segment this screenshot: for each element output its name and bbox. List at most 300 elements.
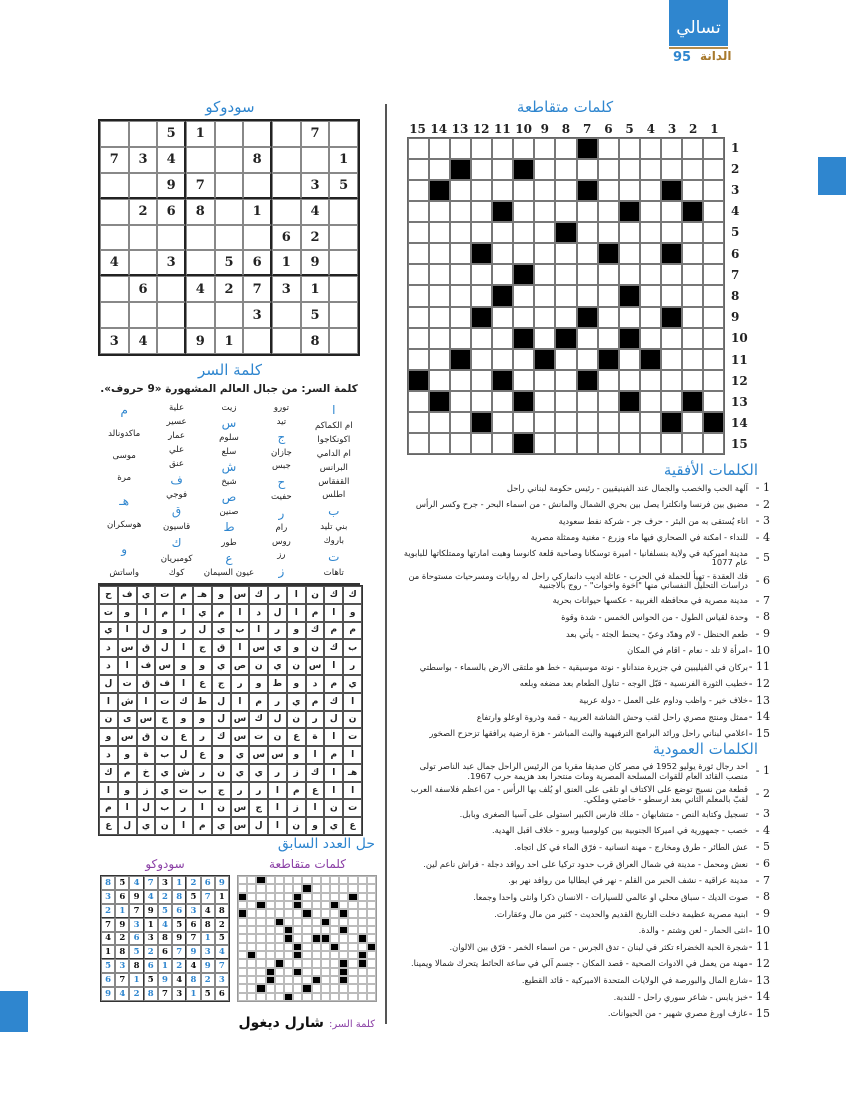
- crossword-cell[interactable]: [450, 328, 471, 349]
- crossword-cell[interactable]: [619, 180, 640, 201]
- crossword-cell[interactable]: [555, 180, 576, 201]
- word-search-cell[interactable]: ق: [137, 728, 156, 746]
- crossword-cell[interactable]: [492, 328, 513, 349]
- crossword-cell[interactable]: [408, 285, 429, 306]
- word-search-cell[interactable]: ي: [155, 764, 174, 782]
- word-search-cell[interactable]: ش: [118, 693, 137, 711]
- word-search-cell[interactable]: ر: [343, 657, 362, 675]
- crossword-cell[interactable]: [429, 138, 450, 159]
- crossword-cell[interactable]: [703, 264, 724, 285]
- word-search-cell[interactable]: د: [99, 657, 118, 675]
- word-search-cell[interactable]: ر: [174, 622, 193, 640]
- crossword-cell[interactable]: [534, 391, 555, 412]
- word-search-cell[interactable]: ل: [137, 799, 156, 817]
- sudoku-cell[interactable]: [157, 328, 186, 354]
- sudoku-cell[interactable]: [215, 147, 244, 173]
- word-search-cell[interactable]: ت: [249, 728, 268, 746]
- word-search-cell[interactable]: ن: [249, 657, 268, 675]
- word-search-cell[interactable]: ت: [343, 799, 362, 817]
- crossword-cell[interactable]: [534, 243, 555, 264]
- word-search-cell[interactable]: هـ: [343, 764, 362, 782]
- crossword-cell[interactable]: [703, 391, 724, 412]
- word-search-cell[interactable]: ق: [212, 639, 231, 657]
- word-search-cell[interactable]: ب: [155, 799, 174, 817]
- crossword-cell[interactable]: [408, 138, 429, 159]
- crossword-cell[interactable]: [429, 349, 450, 370]
- crossword-cell[interactable]: [429, 412, 450, 433]
- crossword-cell[interactable]: [619, 433, 640, 454]
- word-search-cell[interactable]: س: [137, 711, 156, 729]
- word-search-cell[interactable]: ة: [137, 746, 156, 764]
- crossword-cell[interactable]: [513, 180, 534, 201]
- word-search-cell[interactable]: ك: [343, 586, 362, 604]
- word-search-cell[interactable]: س: [306, 657, 325, 675]
- word-search-cell[interactable]: ل: [193, 622, 212, 640]
- word-search-cell[interactable]: ج: [212, 782, 231, 800]
- crossword-cell[interactable]: [534, 180, 555, 201]
- crossword-cell[interactable]: [492, 138, 513, 159]
- crossword-cell[interactable]: [598, 285, 619, 306]
- sudoku-cell[interactable]: [272, 147, 301, 173]
- crossword-cell[interactable]: [640, 328, 661, 349]
- crossword-cell[interactable]: [682, 349, 703, 370]
- crossword-cell[interactable]: [471, 391, 492, 412]
- word-search-cell[interactable]: ر: [231, 782, 250, 800]
- sudoku-cell[interactable]: [329, 250, 358, 276]
- word-search-cell[interactable]: د: [99, 746, 118, 764]
- word-search-cell[interactable]: ر: [249, 782, 268, 800]
- word-search-cell[interactable]: ر: [193, 764, 212, 782]
- sudoku-cell[interactable]: [129, 225, 158, 251]
- crossword-cell[interactable]: [555, 243, 576, 264]
- crossword-cell[interactable]: [661, 201, 682, 222]
- crossword-cell[interactable]: [703, 138, 724, 159]
- crossword-cell[interactable]: [555, 391, 576, 412]
- word-search-cell[interactable]: ل: [174, 746, 193, 764]
- sudoku-cell[interactable]: [129, 250, 158, 276]
- word-search-cell[interactable]: ج: [249, 799, 268, 817]
- word-search-cell[interactable]: و: [118, 746, 137, 764]
- word-search-cell[interactable]: ي: [212, 657, 231, 675]
- sudoku-cell[interactable]: [243, 121, 272, 147]
- crossword-cell[interactable]: [555, 412, 576, 433]
- crossword-cell[interactable]: [471, 138, 492, 159]
- crossword-cell[interactable]: [534, 285, 555, 306]
- word-search-cell[interactable]: س: [231, 728, 250, 746]
- crossword-cell[interactable]: [682, 307, 703, 328]
- word-search-cell[interactable]: ز: [287, 799, 306, 817]
- word-search-cell[interactable]: ت: [99, 604, 118, 622]
- sudoku-cell[interactable]: [100, 302, 129, 328]
- crossword-cell[interactable]: [450, 138, 471, 159]
- word-search-cell[interactable]: ا: [306, 799, 325, 817]
- word-search-cell[interactable]: ا: [231, 693, 250, 711]
- word-search-cell[interactable]: ا: [287, 604, 306, 622]
- crossword-cell[interactable]: [703, 370, 724, 391]
- sudoku-cell[interactable]: [243, 173, 272, 199]
- word-search-cell[interactable]: ا: [306, 746, 325, 764]
- crossword-cell[interactable]: [577, 412, 598, 433]
- sudoku-cell[interactable]: [100, 121, 129, 147]
- crossword-cell[interactable]: [640, 201, 661, 222]
- crossword-cell[interactable]: [513, 370, 534, 391]
- word-search-cell[interactable]: س: [268, 746, 287, 764]
- crossword-cell[interactable]: [408, 433, 429, 454]
- word-search-cell[interactable]: ن: [287, 711, 306, 729]
- word-search-cell[interactable]: و: [343, 604, 362, 622]
- word-search-cell[interactable]: ع: [287, 728, 306, 746]
- word-search-cell[interactable]: ص: [231, 657, 250, 675]
- word-search-cell[interactable]: ن: [343, 711, 362, 729]
- crossword-cell[interactable]: [619, 307, 640, 328]
- word-search-cell[interactable]: ن: [155, 728, 174, 746]
- crossword-cell[interactable]: [682, 264, 703, 285]
- crossword-cell[interactable]: [534, 433, 555, 454]
- crossword-cell[interactable]: [577, 243, 598, 264]
- crossword-cell[interactable]: [619, 138, 640, 159]
- word-search-cell[interactable]: ل: [212, 711, 231, 729]
- crossword-cell[interactable]: [429, 285, 450, 306]
- word-search-cell[interactable]: ي: [137, 586, 156, 604]
- crossword-cell[interactable]: [429, 264, 450, 285]
- crossword-cell[interactable]: [555, 370, 576, 391]
- word-search-cell[interactable]: ك: [324, 693, 343, 711]
- crossword-cell[interactable]: [619, 349, 640, 370]
- crossword-cell[interactable]: [492, 159, 513, 180]
- word-search-cell[interactable]: ا: [268, 782, 287, 800]
- crossword-cell[interactable]: [577, 433, 598, 454]
- crossword-cell[interactable]: [703, 307, 724, 328]
- crossword-cell[interactable]: [640, 159, 661, 180]
- word-search-cell[interactable]: ت: [174, 782, 193, 800]
- crossword-cell[interactable]: [703, 159, 724, 180]
- crossword-cell[interactable]: [555, 201, 576, 222]
- word-search-cell[interactable]: ر: [306, 711, 325, 729]
- word-search-cell[interactable]: ن: [268, 728, 287, 746]
- sudoku-cell[interactable]: [329, 328, 358, 354]
- crossword-cell[interactable]: [598, 328, 619, 349]
- word-search-cell[interactable]: ا: [324, 728, 343, 746]
- word-search-grid[interactable]: [98, 585, 363, 836]
- crossword-cell[interactable]: [492, 243, 513, 264]
- word-search-cell[interactable]: ل: [118, 817, 137, 835]
- word-search-cell[interactable]: ر: [231, 675, 250, 693]
- crossword-cell[interactable]: [682, 370, 703, 391]
- crossword-cell[interactable]: [513, 138, 534, 159]
- crossword-cell[interactable]: [640, 285, 661, 306]
- crossword-cell[interactable]: [408, 391, 429, 412]
- crossword-cell[interactable]: [450, 243, 471, 264]
- word-search-cell[interactable]: ي: [212, 817, 231, 835]
- word-search-cell[interactable]: ا: [118, 657, 137, 675]
- word-search-cell[interactable]: م: [324, 622, 343, 640]
- crossword-cell[interactable]: [661, 159, 682, 180]
- sudoku-cell[interactable]: [272, 302, 301, 328]
- word-search-cell[interactable]: ل: [249, 817, 268, 835]
- word-search-cell[interactable]: ج: [212, 675, 231, 693]
- word-search-cell[interactable]: و: [174, 711, 193, 729]
- crossword-cell[interactable]: [408, 349, 429, 370]
- crossword-cell[interactable]: [703, 201, 724, 222]
- word-search-cell[interactable]: س: [249, 746, 268, 764]
- word-search-cell[interactable]: م: [99, 799, 118, 817]
- word-search-cell[interactable]: ل: [137, 622, 156, 640]
- crossword-cell[interactable]: [598, 307, 619, 328]
- word-search-cell[interactable]: ف: [155, 675, 174, 693]
- crossword-cell[interactable]: [598, 391, 619, 412]
- word-search-cell[interactable]: ت: [343, 728, 362, 746]
- crossword-cell[interactable]: [471, 328, 492, 349]
- word-search-cell[interactable]: ا: [343, 693, 362, 711]
- word-search-cell[interactable]: ي: [231, 746, 250, 764]
- word-search-cell[interactable]: ا: [324, 604, 343, 622]
- crossword-cell[interactable]: [534, 159, 555, 180]
- crossword-cell[interactable]: [450, 370, 471, 391]
- word-search-cell[interactable]: ا: [324, 764, 343, 782]
- sudoku-cell[interactable]: [215, 302, 244, 328]
- crossword-cell[interactable]: [555, 159, 576, 180]
- sudoku-cell[interactable]: [243, 225, 272, 251]
- crossword-cell[interactable]: [513, 307, 534, 328]
- word-search-cell[interactable]: ي: [155, 782, 174, 800]
- word-search-cell[interactable]: ر: [193, 728, 212, 746]
- word-search-cell[interactable]: م: [212, 604, 231, 622]
- word-search-cell[interactable]: ح: [99, 586, 118, 604]
- word-search-cell[interactable]: ن: [155, 817, 174, 835]
- sudoku-cell[interactable]: [100, 173, 129, 199]
- crossword-cell[interactable]: [598, 412, 619, 433]
- word-search-cell[interactable]: ي: [268, 639, 287, 657]
- crossword-cell[interactable]: [661, 433, 682, 454]
- crossword-cell[interactable]: [661, 285, 682, 306]
- crossword-cell[interactable]: [450, 222, 471, 243]
- word-search-cell[interactable]: ن: [99, 711, 118, 729]
- crossword-cell[interactable]: [682, 138, 703, 159]
- sudoku-cell[interactable]: [100, 276, 129, 302]
- crossword-cell[interactable]: [534, 328, 555, 349]
- crossword-cell[interactable]: [598, 138, 619, 159]
- word-search-cell[interactable]: ك: [212, 728, 231, 746]
- crossword-cell[interactable]: [703, 243, 724, 264]
- crossword-cell[interactable]: [408, 222, 429, 243]
- word-search-cell[interactable]: ا: [268, 817, 287, 835]
- crossword-cell[interactable]: [598, 201, 619, 222]
- crossword-cell[interactable]: [703, 328, 724, 349]
- sudoku-cell[interactable]: [157, 225, 186, 251]
- crossword-cell[interactable]: [534, 222, 555, 243]
- crossword-cell[interactable]: [640, 222, 661, 243]
- word-search-cell[interactable]: و: [287, 746, 306, 764]
- crossword-cell[interactable]: [471, 370, 492, 391]
- sudoku-cell[interactable]: [272, 328, 301, 354]
- crossword-cell[interactable]: [429, 328, 450, 349]
- crossword-cell[interactable]: [598, 264, 619, 285]
- crossword-cell[interactable]: [555, 349, 576, 370]
- sudoku-cell[interactable]: [186, 225, 215, 251]
- crossword-cell[interactable]: [703, 285, 724, 306]
- word-search-cell[interactable]: ا: [174, 639, 193, 657]
- crossword-cell[interactable]: [513, 222, 534, 243]
- sudoku-cell[interactable]: [329, 121, 358, 147]
- crossword-cell[interactable]: [661, 222, 682, 243]
- word-search-cell[interactable]: ل: [155, 639, 174, 657]
- crossword-cell[interactable]: [471, 180, 492, 201]
- crossword-cell[interactable]: [619, 264, 640, 285]
- crossword-cell[interactable]: [682, 412, 703, 433]
- crossword-cell[interactable]: [450, 264, 471, 285]
- crossword-cell[interactable]: [577, 285, 598, 306]
- crossword-cell[interactable]: [408, 159, 429, 180]
- word-search-cell[interactable]: هـ: [193, 586, 212, 604]
- crossword-cell[interactable]: [682, 243, 703, 264]
- word-search-cell[interactable]: ع: [193, 746, 212, 764]
- crossword-cell[interactable]: [555, 433, 576, 454]
- crossword-cell[interactable]: [640, 412, 661, 433]
- word-search-cell[interactable]: ا: [118, 622, 137, 640]
- word-search-cell[interactable]: و: [155, 622, 174, 640]
- word-search-cell[interactable]: ن: [212, 799, 231, 817]
- word-search-cell[interactable]: ق: [137, 675, 156, 693]
- crossword-cell[interactable]: [471, 349, 492, 370]
- sudoku-cell[interactable]: [129, 302, 158, 328]
- word-search-cell[interactable]: ي: [324, 817, 343, 835]
- word-search-cell[interactable]: ن: [287, 657, 306, 675]
- word-search-cell[interactable]: ك: [99, 764, 118, 782]
- sudoku-cell[interactable]: [186, 250, 215, 276]
- word-search-cell[interactable]: ة: [306, 728, 325, 746]
- crossword-cell[interactable]: [661, 328, 682, 349]
- word-search-cell[interactable]: ا: [268, 799, 287, 817]
- sudoku-cell[interactable]: [329, 225, 358, 251]
- crossword-cell[interactable]: [408, 201, 429, 222]
- crossword-cell[interactable]: [492, 412, 513, 433]
- word-search-cell[interactable]: ا: [99, 782, 118, 800]
- word-search-cell[interactable]: م: [287, 782, 306, 800]
- word-search-cell[interactable]: س: [231, 799, 250, 817]
- word-search-cell[interactable]: خ: [137, 764, 156, 782]
- word-search-cell[interactable]: و: [99, 728, 118, 746]
- crossword-cell[interactable]: [492, 180, 513, 201]
- word-search-cell[interactable]: د: [249, 604, 268, 622]
- crossword-cell[interactable]: [661, 349, 682, 370]
- word-search-cell[interactable]: س: [231, 711, 250, 729]
- word-search-cell[interactable]: ز: [137, 782, 156, 800]
- word-search-cell[interactable]: و: [193, 711, 212, 729]
- word-search-cell[interactable]: ي: [212, 622, 231, 640]
- word-search-cell[interactable]: ل: [99, 675, 118, 693]
- sudoku-cell[interactable]: [100, 225, 129, 251]
- word-search-cell[interactable]: ي: [249, 764, 268, 782]
- word-search-cell[interactable]: ا: [343, 746, 362, 764]
- crossword-cell[interactable]: [534, 412, 555, 433]
- crossword-cell[interactable]: [661, 138, 682, 159]
- word-search-cell[interactable]: ط: [268, 675, 287, 693]
- crossword-cell[interactable]: [703, 433, 724, 454]
- crossword-cell[interactable]: [408, 412, 429, 433]
- word-search-cell[interactable]: ج: [155, 711, 174, 729]
- sudoku-grid[interactable]: [98, 119, 360, 356]
- crossword-cell[interactable]: [619, 370, 640, 391]
- word-search-cell[interactable]: و: [212, 586, 231, 604]
- crossword-cell[interactable]: [450, 307, 471, 328]
- crossword-cell[interactable]: [555, 307, 576, 328]
- word-search-cell[interactable]: ع: [193, 675, 212, 693]
- word-search-cell[interactable]: ف: [137, 657, 156, 675]
- word-search-cell[interactable]: ي: [137, 817, 156, 835]
- crossword-cell[interactable]: [534, 138, 555, 159]
- crossword-cell[interactable]: [408, 328, 429, 349]
- crossword-grid[interactable]: [407, 137, 725, 455]
- sudoku-cell[interactable]: [272, 199, 301, 225]
- crossword-cell[interactable]: [534, 201, 555, 222]
- word-search-cell[interactable]: ق: [137, 639, 156, 657]
- word-search-cell[interactable]: ن: [306, 586, 325, 604]
- word-search-cell[interactable]: ش: [174, 764, 193, 782]
- crossword-cell[interactable]: [450, 433, 471, 454]
- crossword-cell[interactable]: [513, 412, 534, 433]
- crossword-cell[interactable]: [429, 222, 450, 243]
- crossword-cell[interactable]: [682, 222, 703, 243]
- crossword-cell[interactable]: [513, 201, 534, 222]
- word-search-cell[interactable]: م: [306, 693, 325, 711]
- word-search-cell[interactable]: م: [174, 586, 193, 604]
- sudoku-cell[interactable]: [272, 121, 301, 147]
- crossword-cell[interactable]: [492, 349, 513, 370]
- word-search-cell[interactable]: ي: [268, 657, 287, 675]
- word-search-cell[interactable]: ا: [174, 817, 193, 835]
- word-search-cell[interactable]: ا: [231, 639, 250, 657]
- crossword-cell[interactable]: [703, 222, 724, 243]
- word-search-cell[interactable]: ك: [306, 764, 325, 782]
- crossword-cell[interactable]: [682, 159, 703, 180]
- sudoku-cell[interactable]: [329, 199, 358, 225]
- word-search-cell[interactable]: ا: [343, 782, 362, 800]
- crossword-cell[interactable]: [450, 391, 471, 412]
- sudoku-cell[interactable]: [157, 276, 186, 302]
- word-search-cell[interactable]: ي: [343, 675, 362, 693]
- crossword-cell[interactable]: [619, 243, 640, 264]
- crossword-cell[interactable]: [492, 433, 513, 454]
- word-search-cell[interactable]: ن: [306, 639, 325, 657]
- word-search-cell[interactable]: ا: [324, 782, 343, 800]
- word-search-cell[interactable]: ا: [118, 799, 137, 817]
- crossword-cell[interactable]: [661, 264, 682, 285]
- word-search-cell[interactable]: ا: [174, 604, 193, 622]
- crossword-cell[interactable]: [619, 412, 640, 433]
- word-search-cell[interactable]: ي: [231, 764, 250, 782]
- word-search-cell[interactable]: و: [249, 675, 268, 693]
- crossword-cell[interactable]: [408, 264, 429, 285]
- word-search-cell[interactable]: م: [193, 817, 212, 835]
- word-search-cell[interactable]: و: [193, 657, 212, 675]
- sudoku-cell[interactable]: [215, 225, 244, 251]
- crossword-cell[interactable]: [598, 370, 619, 391]
- crossword-cell[interactable]: [471, 264, 492, 285]
- word-search-cell[interactable]: ب: [231, 622, 250, 640]
- crossword-cell[interactable]: [471, 159, 492, 180]
- crossword-cell[interactable]: [619, 222, 640, 243]
- sudoku-cell[interactable]: [215, 173, 244, 199]
- crossword-cell[interactable]: [450, 201, 471, 222]
- word-search-cell[interactable]: ا: [287, 586, 306, 604]
- word-search-cell[interactable]: ج: [193, 639, 212, 657]
- word-search-cell[interactable]: و: [287, 622, 306, 640]
- word-search-cell[interactable]: و: [118, 604, 137, 622]
- word-search-cell[interactable]: و: [118, 782, 137, 800]
- crossword-cell[interactable]: [408, 243, 429, 264]
- crossword-cell[interactable]: [640, 307, 661, 328]
- word-search-cell[interactable]: م: [343, 622, 362, 640]
